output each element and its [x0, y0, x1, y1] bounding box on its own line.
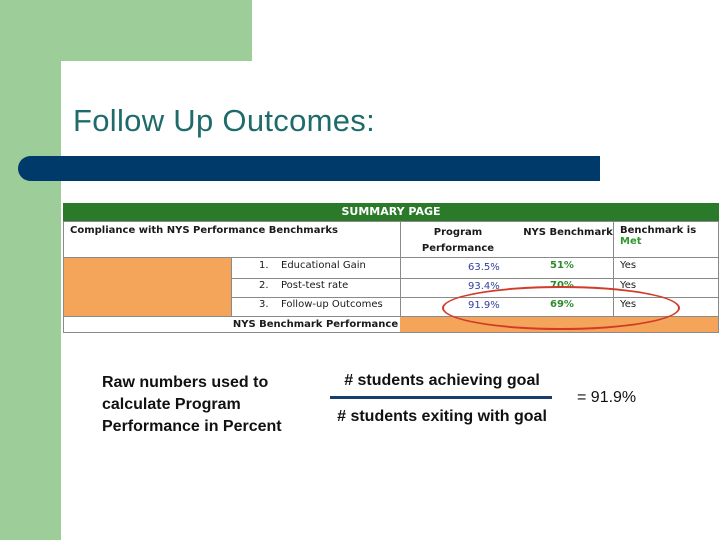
- title-underline-bar: [18, 156, 600, 181]
- raw-numbers-text: Raw numbers used to calculate Program Performance in Percent: [102, 374, 282, 435]
- row-label: Follow-up Outcomes: [281, 299, 383, 310]
- row-label: Educational Gain: [281, 260, 366, 271]
- grid-line: [718, 221, 719, 333]
- grid-line: [63, 257, 719, 258]
- grid-line: [63, 221, 719, 222]
- col-header-compliance: Compliance with NYS Performance Benchmarks: [70, 225, 338, 236]
- row-nys-value: 70%: [550, 280, 574, 291]
- grid-line: [231, 257, 232, 316]
- table-footer: NYS Benchmark Performance: [232, 319, 399, 330]
- row-number: 3.: [259, 299, 269, 310]
- slide-title: Follow Up Outcomes:: [73, 103, 376, 138]
- row-met-value: Yes: [620, 280, 637, 291]
- row-number: 1.: [259, 260, 269, 271]
- formula-result: = 91.9%: [577, 389, 637, 406]
- formula-numerator: # students achieving goal: [344, 372, 540, 389]
- col-header-met: [620, 225, 719, 247]
- col-header-met-word: Met: [620, 236, 642, 247]
- row-met-value: Yes: [620, 260, 637, 271]
- grid-line: [231, 278, 719, 279]
- col-header-met-prefix: Benchmark is: [620, 225, 697, 236]
- row-program-value: 91.9%: [468, 300, 500, 311]
- col-header-program: Program Performance: [421, 227, 495, 254]
- table-header: SUMMARY PAGE: [341, 205, 441, 218]
- row-program-value: 93.4%: [468, 281, 500, 292]
- formula-denominator: # students exiting with goal: [337, 408, 547, 425]
- row-nys-value: 69%: [550, 299, 574, 310]
- row-program-value: 63.5%: [468, 262, 500, 273]
- row-nys-value: 51%: [550, 260, 574, 271]
- orange-block-left: [63, 258, 231, 316]
- grid-line: [63, 332, 719, 333]
- grid-line: [63, 221, 64, 333]
- col-header-nys: NYS Benchmark: [523, 227, 613, 238]
- grid-line: [400, 221, 401, 316]
- row-met-value: Yes: [620, 299, 637, 310]
- row-number: 2.: [259, 280, 269, 291]
- highlight-ellipse: [442, 286, 680, 330]
- row-label: Post-test rate: [281, 280, 349, 291]
- decor-green-left: [0, 0, 61, 540]
- fraction-line: [330, 396, 552, 399]
